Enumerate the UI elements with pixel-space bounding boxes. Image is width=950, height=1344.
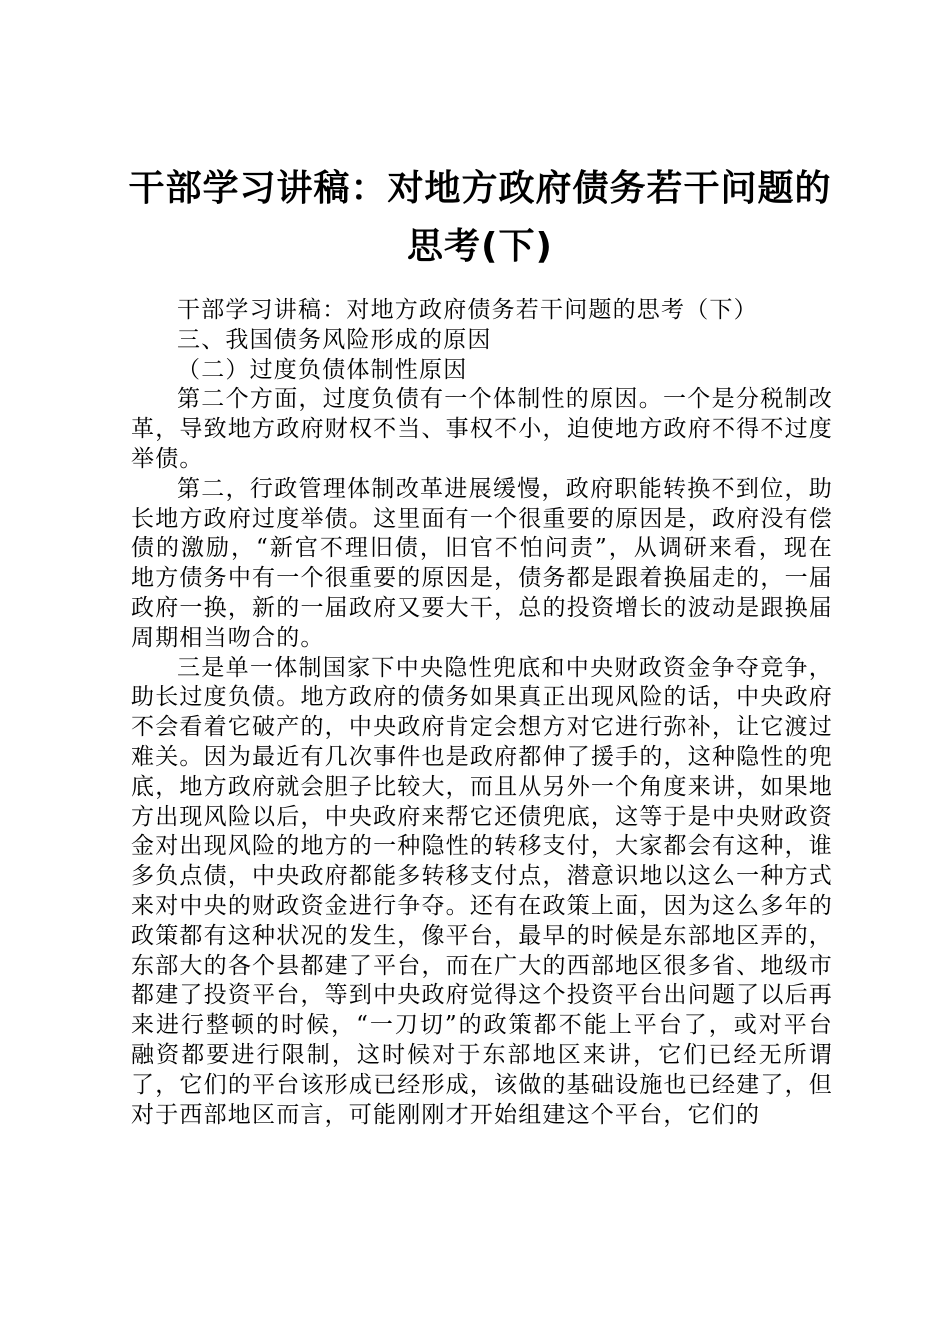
body-paragraph: 第二，行政管理体制改革进展缓慢，政府职能转换不到位，助长地方政府过度举债。这里面有一个很重要的原因是，政府没有偿债的激励，“新官不理旧债，旧官不怕问责”，从调研来看，现在地方债务中有一个很重要的原因是，债务都是跟着换届走的，一届政府一换，新的一届政府又要大干，总的投资增长的波动是跟换届周期相当吻合的。 bbox=[131, 475, 833, 651]
body-paragraph: 第二个方面，过度负债有一个体制性的原因。一个是分税制改革，导致地方政府财权不当、事权不小，迫使地方政府不得不过度举债。 bbox=[131, 386, 833, 472]
body-paragraph: 三是单一体制国家下中央隐性兜底和中央财政资金争夺竞争，助长过度负债。地方政府的债务如果真正出现风险的话，中央政府不会看着它破产的，中央政府肯定会想方对它进行弥补，让它渡过难关。因为最近有几次事件也是政府都伸了援手的，这种隐性的兜底，地方政府就会胆子比较大，而且从另外一个角度来讲，如果地方出现风险以后，中央政府来帮它还债兜底，这等于是中央财政资金对出现风险的地方的一种隐性的转移支付，大家都会有这种，谁多负点债，中央政府都能多转移支付点，潜意识地以这么一种方式来对中央的财政资金进行争夺。还有在政策上面，因为这么多年的政策都有这种状况的发生，像平台，最早的时候是东部地区弄的，东部大的各个县都建了平台，而在广大的西部地区很多省、地级市都建了投资平台，等到中央政府觉得这个投资平台出问题了以后再来进行整顿的时候，“一刀切”的政策都不能上平台了，或对平台融资都要进行限制，这时候对于东部地区来讲，它们已经无所谓了，它们的平台该形成已经形成，该做的基础设施也已经建了，但对于西部地区而言，可能刚刚才开始组建这个平台，它们的 bbox=[131, 654, 833, 1128]
paragraph-subtitle: 干部学习讲稿：对地方政府债务若干问题的思考（下） bbox=[177, 297, 758, 323]
document-title: 干部学习讲稿：对地方政府债务若干问题的思考(下) bbox=[128, 168, 832, 267]
section-heading: 三、我国债务风险形成的原因 bbox=[177, 326, 492, 353]
document-body bbox=[131, 296, 833, 1130]
subsection-heading: （二）过度负债体制性原因 bbox=[177, 356, 468, 383]
